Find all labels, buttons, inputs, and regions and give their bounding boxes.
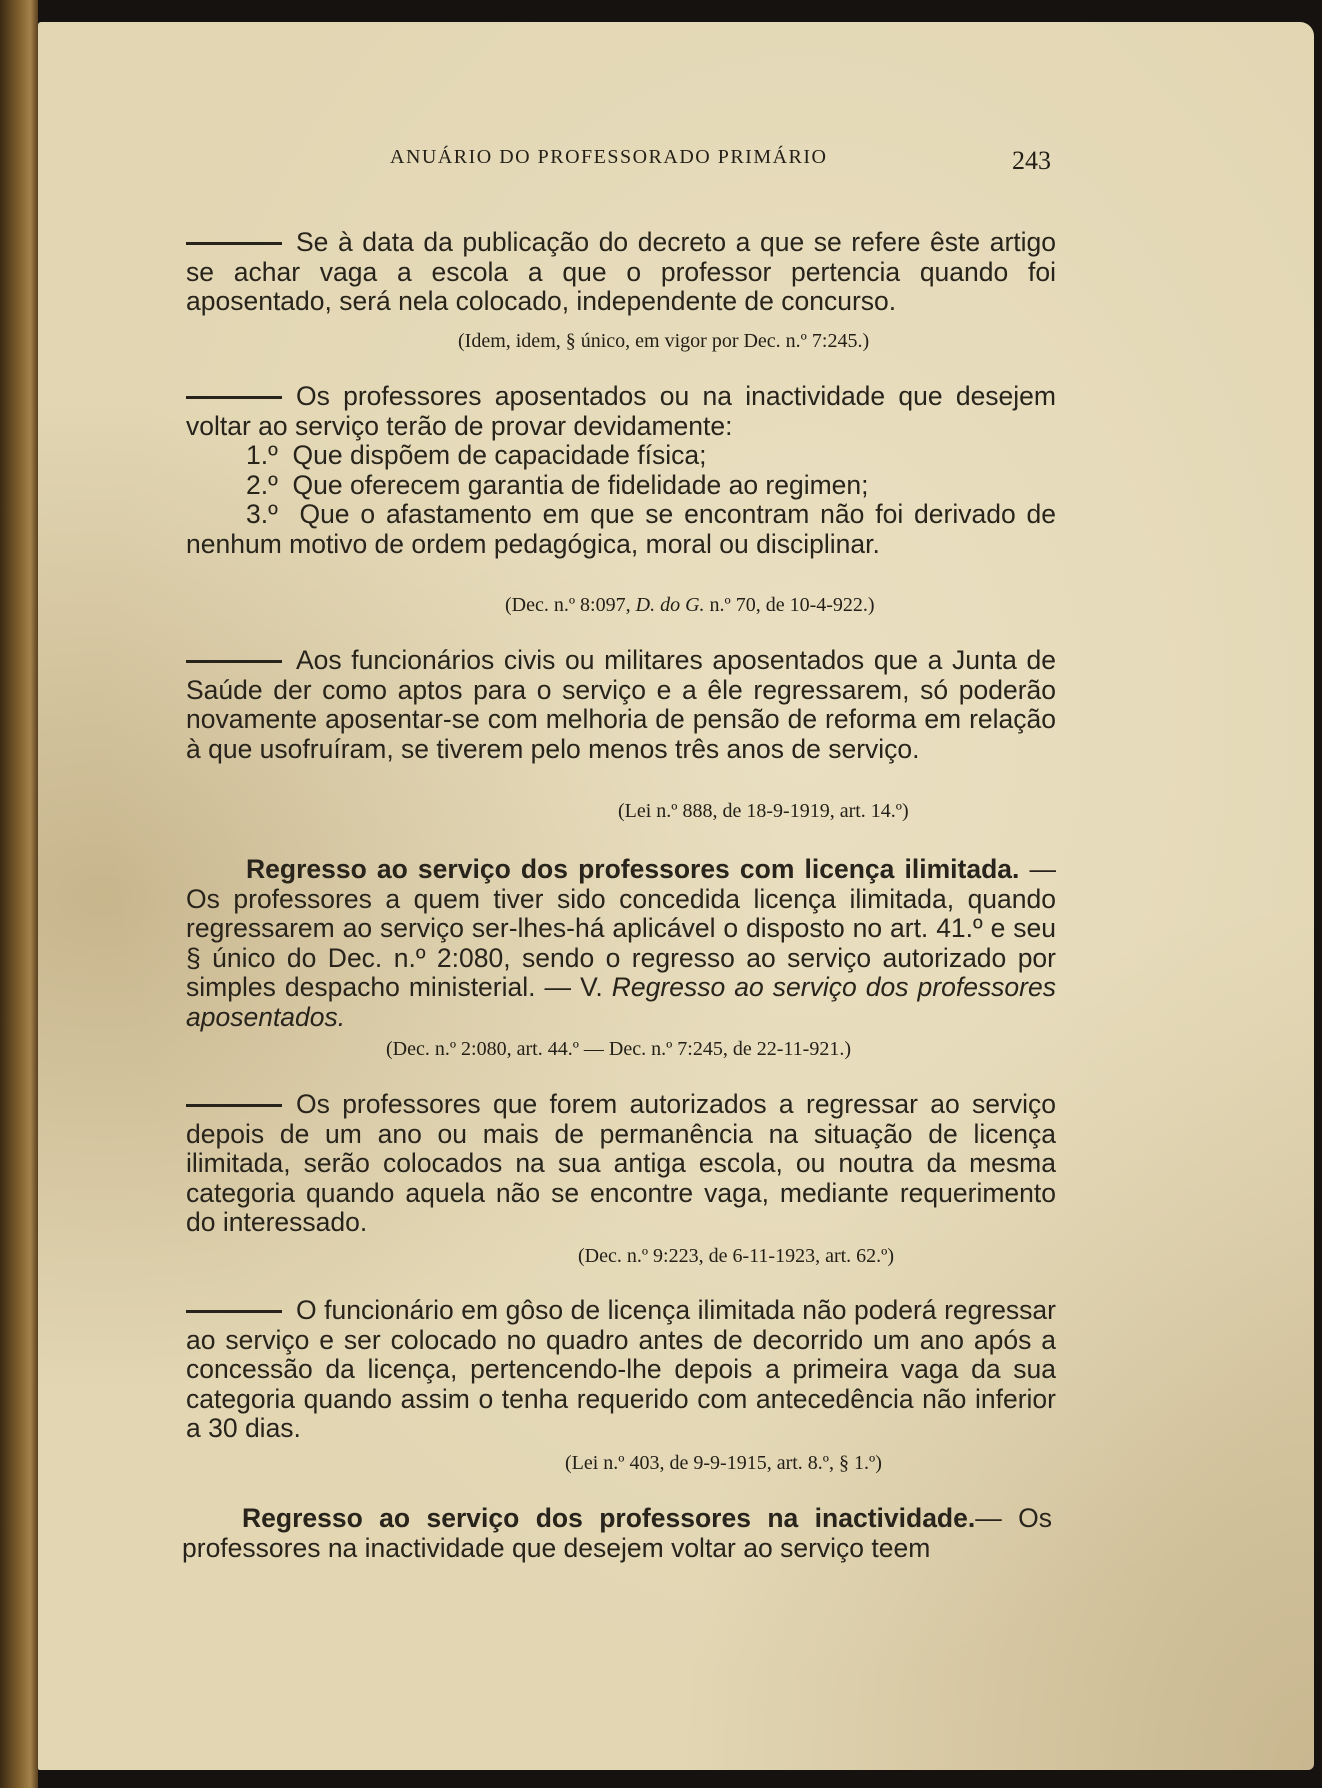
paragraph-1 [186, 228, 1056, 317]
paragraph-7 [182, 1504, 1052, 1563]
list-text: Que oferecem garantia de fidelidade ao regimen; [292, 470, 869, 500]
section-dash [186, 660, 282, 663]
citation-1: (Idem, idem, § único, em vigor por Dec. n.º 7:245.) [458, 330, 870, 352]
citation-2-prefix: (Dec. n.º 8:097, [505, 594, 636, 616]
paragraph-3 [186, 646, 1056, 764]
citation-2-suffix: n.º 70, de 10-4-922.) [704, 594, 875, 616]
list-text: Que o afastamento em que se encontram não foi derivado de nenhum motivo de ordem pedagógica, moral ou disciplinar. [186, 499, 1056, 559]
list-text: Que dispõem de capacidade física; [292, 440, 707, 470]
paragraph-6-text: O funcionário em gôso de licença ilimitada não poderá regressar ao serviço e ser colocado no quadro antes de decorrido um ano após a concessão da licença, pertencendo-lhe depois a primeira vaga da sua categoria quando assim o tenha requerido com antecedência não inferior a 30 dias. [186, 1295, 1056, 1443]
section-dash [186, 1104, 282, 1107]
section-heading: Regresso ao serviço dos professores na inactividade. [242, 1503, 976, 1533]
list-item-1 [186, 441, 1056, 471]
paragraph-4 [186, 855, 1056, 1032]
section-heading: Regresso ao serviço dos professores com licença ilimitada. [246, 854, 1020, 884]
list-number: 1.º [246, 440, 278, 470]
citation-2-italic: D. do G. [635, 594, 705, 616]
section-dash [186, 242, 282, 245]
paragraph-2-text: Os professores aposentados ou na inactividade que desejem voltar ao serviço terão de provar devidamente: [186, 381, 1056, 441]
section-dash [186, 1310, 282, 1313]
section-dash [186, 396, 282, 399]
paragraph-5 [186, 1090, 1056, 1238]
page-binding-edge [0, 0, 38, 1788]
citation-2 [505, 594, 875, 617]
citation-4: (Dec. n.º 2:080, art. 44.º — Dec. n.º 7:245, de 22-11-921.) [386, 1038, 851, 1060]
page-number: 243 [1012, 146, 1051, 175]
paragraph-1-text: Se à data da publicação do decreto a que se refere êste artigo se achar vaga a escola a que o professor pertencia quando foi aposentado, será nela colocado, independente de concurso. [186, 227, 1056, 316]
paragraph-7-text: — Os professores na inactividade que desejem voltar ao serviço teem [182, 1503, 1052, 1563]
citation-3: (Lei n.º 888, de 18-9-1919, art. 14.º) [618, 800, 909, 822]
citation-6: (Lei n.º 403, de 9-9-1915, art. 8.º, § 1.º) [565, 1452, 882, 1474]
paragraph-5-text: Os professores que forem autorizados a regressar ao serviço depois de um ano ou mais de permanência na situação de licença ilimitada, serão colocados na sua antiga escola, ou noutra da mesma categoria quando aquela não se encontre vaga, mediante requerimento do interessado. [186, 1089, 1056, 1237]
paragraph-3-text: Aos funcionários civis ou militares aposentados que a Junta de Saúde der como aptos para o serviço e a êle regressarem, só poderão novamente aposentar-se com melhoria de pensão de reforma em relação à que usofruíram, se tiverem pelo menos três anos de serviço. [186, 645, 1056, 764]
list-number: 3.º [246, 499, 278, 529]
running-header: ANUÁRIO DO PROFESSORADO PRIMÁRIO [390, 146, 828, 168]
paragraph-2 [186, 382, 1056, 441]
citation-5: (Dec. n.º 9:223, de 6-11-1923, art. 62.º) [578, 1245, 895, 1267]
list-number: 2.º [246, 470, 278, 500]
list-item-3 [186, 500, 1056, 559]
see-also-reference: Regresso ao serviço dos professores aposentados. [186, 972, 1056, 1032]
paragraph-6 [186, 1296, 1056, 1444]
paragraph-4-text: — Os professores a quem tiver sido concedida licença ilimitada, quando regressarem ao serviço ser-lhes-há aplicável o disposto no art. 41.º e seu § único do Dec. n.º 2:080, sendo o regresso ao serviço autorizado por simples despacho ministerial. — V. [186, 854, 1056, 1002]
list-item-2 [186, 471, 1056, 501]
